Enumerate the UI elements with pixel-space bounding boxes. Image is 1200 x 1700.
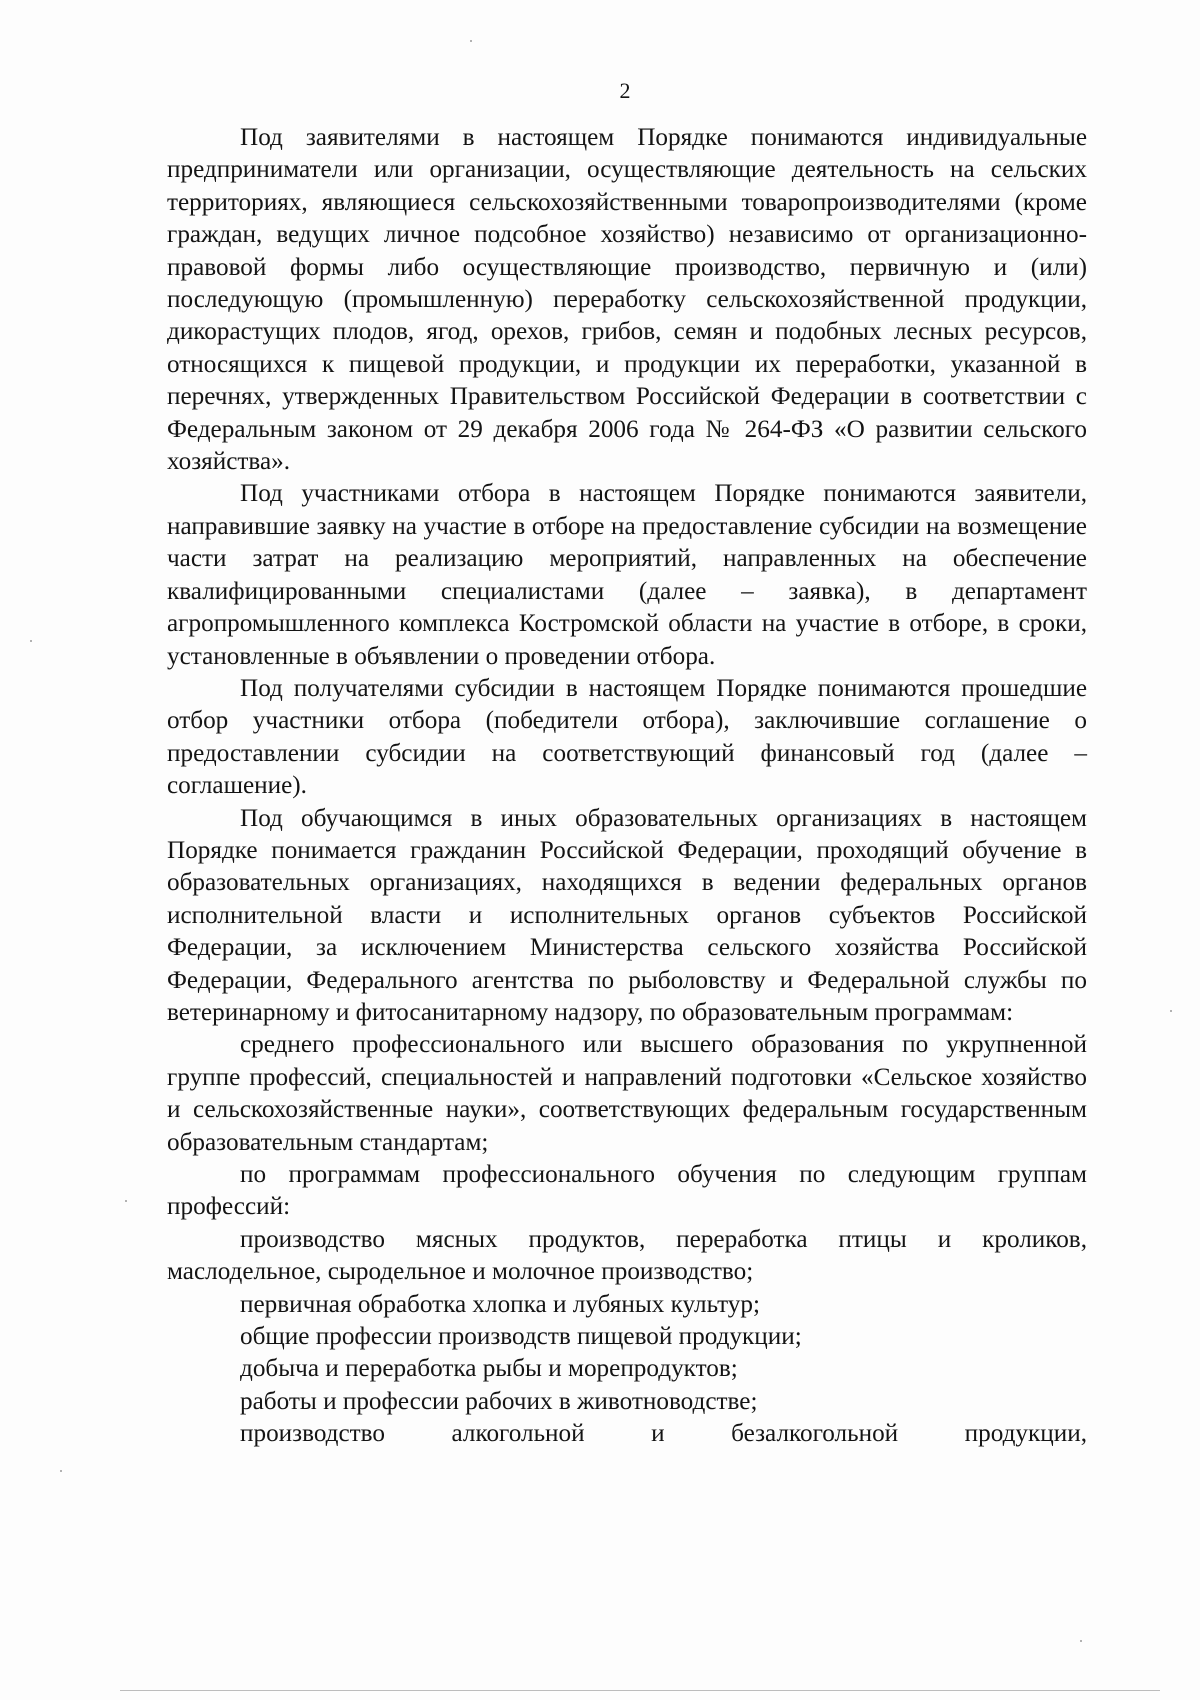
scan-speck [125,1200,127,1202]
scan-speck [30,640,32,642]
list-item-beverage-production: производство алкогольной и безалкогольной продукции, [240,1420,1087,1448]
list-item-livestock-workers: работы и профессии рабочих в животноводстве; [240,1387,758,1415]
paragraph-students-definition: Под обучающимся в иных образовательных организациях в настоящем Порядке понимается гражданин Российской Федерации, проходящий обучение в образовательных организациях, находящихся в ведении федеральных органов исполнительной власти и исполнительных органов субъектов Российской Федерации, за исключением Министерства сельского хозяйства Российской Федерации, Федерального агентства по рыболовству и Федеральной службы по ветеринарному и фитосанитарному надзору, по образовательным программам: [167,804,1087,1026]
list-item-cotton-bast-processing: первичная обработка хлопка и лубяных культур; [240,1290,760,1318]
paragraph-selection-participants-definition: Под участниками отбора в настоящем Порядке понимаются заявители, направившие заявку на участие в отборе на предоставление субсидии на возмещение части затрат на реализацию мероприятий, направленных на обеспечение квалифицированными специалистами (далее – заявка), в департамент агропромышленного комплекса Костромской области на участие в отборе, в сроки, установленные в объявлении о проведении отбора. [167,480,1087,670]
list-item-fish-seafood: добыча и переработка рыбы и морепродуктов; [240,1355,738,1383]
paragraph-applicants-definition: Под заявителями в настоящем Порядке понимаются индивидуальные предприниматели или организации, осуществляющие деятельность на сельских территориях, являющиеся сельскохозяйственными товаропроизводителями (кроме граждан, ведущих личное подсобное хозяйство) независимо от организационно-правовой формы либо осуществляющие производство, первичную и (или) последующую (промышленную) переработку сельскохозяйственной продукции, дикорастущих плодов, ягод, орехов, грибов, семян и подобных лесных ресурсов, относящихся к пищевой продукции, и продукции их переработки, указанной в перечнях, утвержденных Правительством Российской Федерации в соответствии с Федеральным законом от 29 декабря 2006 года № 264-ФЗ «О развитии сельского хозяйства». [167,124,1087,476]
scan-speck [470,40,472,42]
page-bottom-edge [120,1690,1160,1691]
paragraph-secondary-higher-education: среднего профессионального или высшего образования по укрупненной группе профессий, специальностей и направлений подготовки «Сельское хозяйство и сельскохозяйственные науки», соответствующих федеральным государственным образовательным стандартам; [167,1031,1087,1156]
paragraph-vocational-training-groups: по программам профессионального обучения по следующим группам профессий: [167,1161,1087,1221]
list-item-meat-dairy-production: производство мясных продуктов, переработка птицы и кроликов, маслодельное, сыродельное и молочное производство; [167,1225,1087,1286]
document-body [167,122,1087,1451]
scan-speck [60,1470,62,1472]
list-item-food-production-professions: общие профессии производств пищевой продукции; [240,1323,802,1351]
scan-speck [1170,1010,1172,1012]
paragraph-subsidy-recipients-definition: Под получателями субсидии в настоящем Порядке понимаются прошедшие отбор участники отбора (победители отбора), заключившие соглашение о предоставлении субсидии на соответствующий финансовый год (далее – соглашение). [167,674,1087,800]
scan-speck [1080,1640,1082,1642]
page-number: 2 [619,78,631,103]
